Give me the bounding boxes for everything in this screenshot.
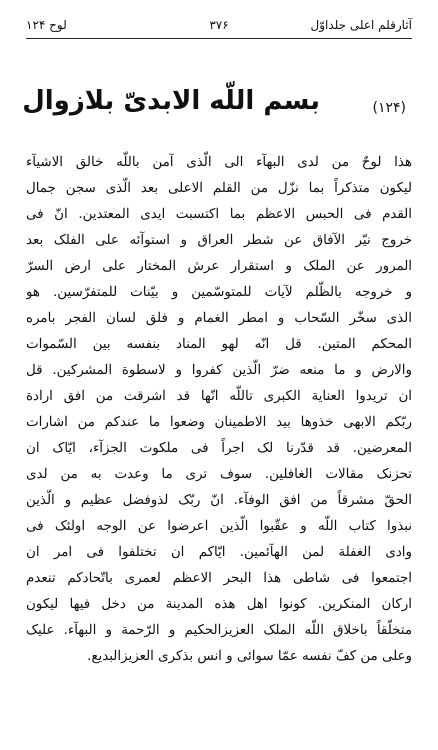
text-line: هذا لوحٌ من لدی البهآء الی الّذی آمن باللّه خالق الاشیآء (26, 155, 412, 170)
tablet-label: لوح ۱۲۴ (26, 18, 67, 32)
text-line: ان تریدوا العنایة الکبری تاللّه انّها قد اشرقت من افق ارادة (26, 389, 412, 404)
header-divider (26, 38, 412, 39)
text-line: وادی الغفلة لمن الهآئمین. ایّاکم ان تختلفوا فی امر ان (26, 545, 412, 560)
page-header (26, 14, 412, 40)
text-line: لیکون متذکراً بما نزّل من القلم الاعلی بعد الّذی سجن جمال (26, 181, 412, 196)
text-line: الذی سخّر السّحاب و امطر الغمام و فلق لسان الفجر بامره (26, 311, 412, 326)
text-line: ارکان المنکرین. کونوا اهل هذه المدینة من دخل فیها لیکون (26, 597, 412, 612)
text-line: وعلی من کفّ نفسه عمّا سوائی و انس بذکری العزیزالبدیع. (87, 649, 412, 664)
text-line: خروج نیّر الآفاق عن شطر العراق و استوآئه علی الفلک بعد (26, 233, 412, 248)
page-number: ۳۷۶ (209, 18, 229, 32)
tablet-title: بسم اللّه الابدیّ بلازوال (22, 86, 320, 116)
tablet-body (26, 150, 412, 670)
text-line: اجتمعوا فی شاطی هذا البحر الاعظم لعمری باتّحادکم تنعدم (26, 571, 412, 586)
text-line: القدم فی الحبس الاعظم بما اکتسبت ایدی المعتدین. انّ فی (26, 207, 412, 222)
text-line: نبذوا کتاب اللّه و عقّبوا الّذین اعرضوا عن الوجه اولئک فی (26, 519, 412, 534)
text-line: والارض و ما منعه ضرّ الّذین کفروا و لاسطوة المشرکین. قل (26, 363, 412, 378)
text-line: ربّکم الابهی خذوها بید الاطمینان وضعوا ما عندکم من اشارات (26, 415, 412, 430)
text-line: متخلّقاً باخلاق اللّه الملک العزیزالحکیم و الرّحمة و البهآء. علیک (26, 623, 412, 638)
tablet-heading (22, 86, 412, 126)
book-title: آثارقلم اعلی جلداوّل (310, 18, 412, 32)
tablet-number: (۱۲۴) (372, 100, 406, 116)
text-line: المرور عن الملک و استقرار عرش المختار علی ارض السرّ (26, 259, 412, 274)
text-line: المعرضین. قد قدّرنا لک اجراً فی ملکوت الجزآء، ایّاک ان (26, 441, 412, 456)
text-line: المحکم المتین. قل انّه لهو المناد بنفسه بین السّموات (26, 337, 412, 352)
text-line: الحقّ مشرقاً من افق الوفآء. انّ ربّک لذوفضل عظیم و الّذین (26, 493, 412, 508)
text-line: و خروجه بالظّلم لآیات للمتوسّمین و بیّنات للمتفرّسین. هو (26, 285, 412, 300)
text-line: تحزنک مقالات الغافلین. سوف تری ما وعدت به من لدی (26, 467, 412, 482)
